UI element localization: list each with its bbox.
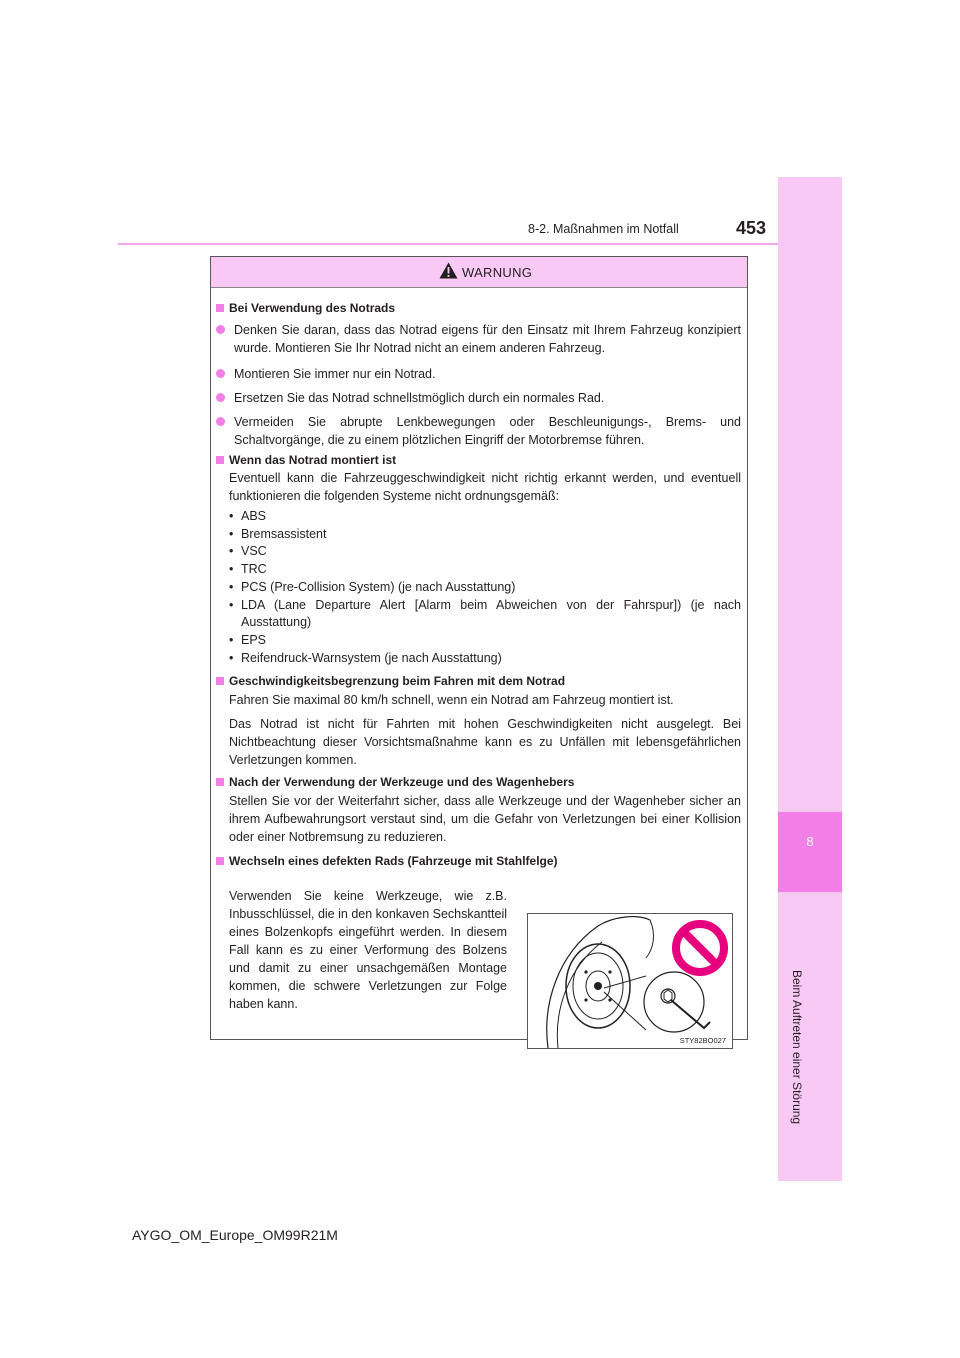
chapter-number: 8 (806, 834, 814, 849)
list-item: • Bremsassistent (229, 526, 741, 544)
square-bullet-icon (216, 778, 224, 786)
section-title: 8-2. Maßnahmen im Notfall (528, 222, 679, 236)
list-item: • ABS (229, 508, 741, 526)
paragraph: Stellen Sie vor der Weiterfahrt sicher, dass alle Werkzeuge und der Wagenheber sicher an ihrem Aufbewahrungsort verstaut sind, um die Gefahr von Verletzungen bei einer Kollision oder einer Notbremsung zu reduzieren. (229, 794, 741, 844)
warning-content (211, 287, 747, 1045)
bullet-dot-icon (216, 369, 225, 378)
bullet-dot-icon (216, 417, 225, 426)
wheel-bolt-illustration (527, 913, 733, 1049)
list-item: • Reifendruck-Warnsystem (je nach Ausstattung) (229, 650, 741, 668)
bullet-dot-icon (216, 325, 225, 334)
paragraph: Fahren Sie maximal 80 km/h schnell, wenn ein Notrad am Fahrzeug montiert ist. (229, 693, 674, 707)
warning-header (211, 257, 747, 288)
warning-triangle-icon (439, 262, 458, 284)
bullet-item: Vermeiden Sie abrupte Lenkbewegungen oder Beschleunigungs-, Brems- und Schaltvorgänge, die zu einem plötzlichen Eingriff der Motorbremse führen. (216, 413, 741, 449)
warning-box (210, 256, 748, 1045)
bullet-dot-icon (216, 393, 225, 402)
paragraph: Verwenden Sie keine Werkzeuge, wie z.B. Inbusschlüssel, die in den konkaven Sechskantteil eines Bolzenkopfs eingeführt werden. In diesem Fall kann es zu einer Verformung des Bolzens und damit zu einer unsachgemäßen Montage kommen, die schwere Verletzungen zur Folge haben kann. (229, 889, 507, 1011)
list-item: • VSC (229, 543, 741, 561)
list-item: • LDA (Lane Departure Alert [Alarm beim Abweichen von der Fahrspur]) (je nach Ausstattung) (229, 597, 741, 632)
chapter-side-tab (778, 177, 842, 1181)
footer-doc-code: AYGO_OM_Europe_OM99R21M (132, 1227, 338, 1243)
paragraph: Eventuell kann die Fahrzeuggeschwindigkeit nicht richtig erkannt werden, und eventuell funktionieren die folgenden Systeme nicht ordnungsgemäß: (229, 471, 741, 503)
section-heading: Bei Verwendung des Notrads (216, 301, 395, 315)
wheel-illustration-icon (528, 914, 732, 1048)
bullet-item: Ersetzen Sie das Notrad schnellstmöglich durch ein normales Rad. (216, 389, 741, 407)
page-number: 453 (736, 218, 767, 238)
square-bullet-icon (216, 857, 224, 865)
square-bullet-icon (216, 456, 224, 464)
section-heading: Nach der Verwendung der Werkzeuge und des Wagenhebers (216, 775, 574, 789)
list-item: • EPS (229, 632, 741, 650)
chapter-number-tab (778, 812, 842, 892)
section-heading: Wenn das Notrad montiert ist (216, 453, 396, 467)
section-heading: Geschwindigkeitsbegrenzung beim Fahren mit dem Notrad (216, 674, 565, 688)
system-list (229, 508, 741, 667)
square-bullet-icon (216, 304, 224, 312)
section-heading: Wechseln eines defekten Rads (Fahrzeuge mit Stahlfelge) (216, 854, 558, 868)
image-code: STY82BO027 (679, 1036, 726, 1045)
bullet-item: Montieren Sie immer nur ein Notrad. (216, 365, 741, 383)
paragraph: Das Notrad ist nicht für Fahrten mit hohen Geschwindigkeiten nicht ausgelegt. Bei Nichtbeachtung dieser Vorsichtsmaßnahme kann es zu Unfällen mit lebensgefährlichen Verletzungen kommen. (229, 717, 741, 767)
list-item: • TRC (229, 561, 741, 579)
header-rule (118, 243, 778, 245)
chapter-title: Beim Auftreten einer Störung (790, 970, 804, 1125)
list-item: • PCS (Pre-Collision System) (je nach Ausstattung) (229, 579, 741, 597)
square-bullet-icon (216, 677, 224, 685)
warning-title: WARNUNG (462, 265, 533, 280)
bullet-item: Denken Sie daran, dass das Notrad eigens für den Einsatz mit Ihrem Fahrzeug konzipiert wurde. Montieren Sie Ihr Notrad nicht an einem anderen Fahrzeug. (216, 321, 741, 357)
